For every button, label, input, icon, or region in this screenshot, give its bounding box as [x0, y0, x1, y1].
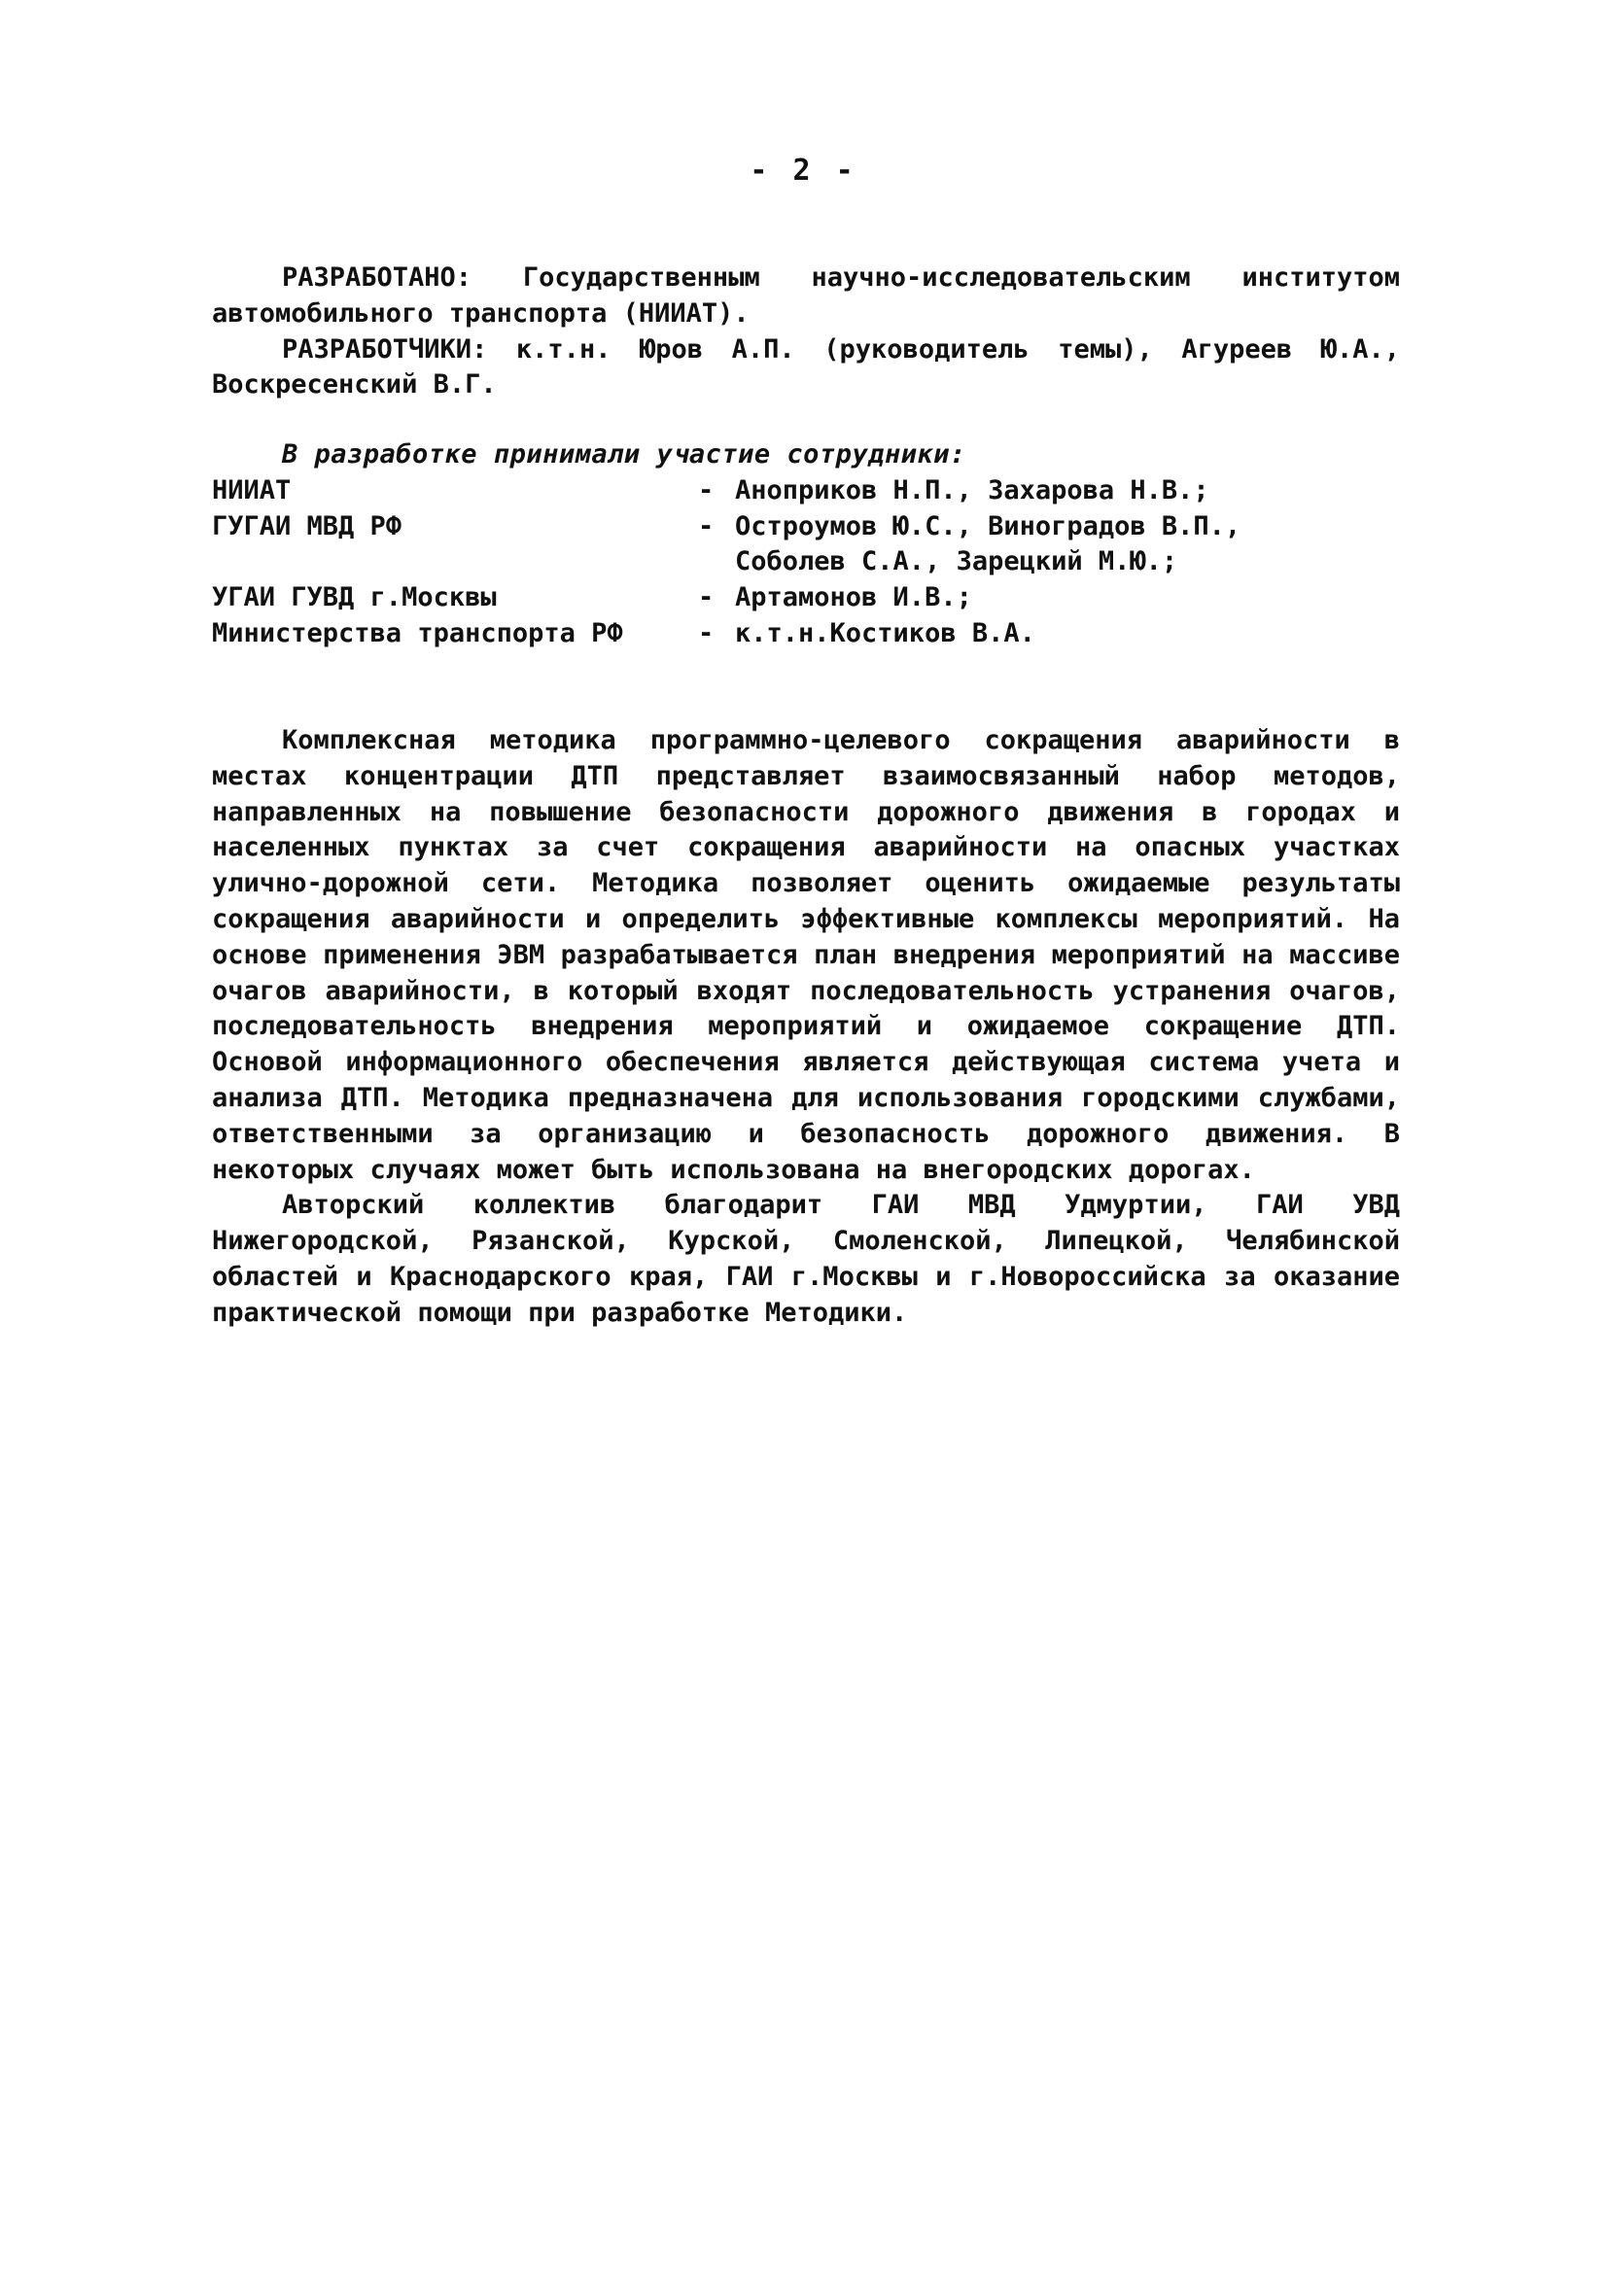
acknowledgement-paragraph: Авторский коллектив благодарит ГАИ МВД Удмуртии, ГАИ УВД Нижегородской, Рязанской, Курской, Смоленской, Липецкой, Челябинской областей и Краснодарского края, ГАИ г.Москвы и г.Новороссийска за оказание практической помощи при разработке Методики. [212, 1190, 1400, 1328]
participant-names: Аноприков Н.П., Захарова Н.В.; [735, 474, 1209, 505]
participant-names: Соболев С.А., Зарецкий М.Ю.; [735, 546, 1178, 577]
participant-org: ГУГАИ МВД РФ [212, 510, 402, 541]
abstract-section [212, 723, 1400, 1332]
participant-dash: - [698, 474, 715, 505]
participant-dash: - [698, 510, 715, 541]
participant-org: УГАИ ГУВД г.Москвы [212, 582, 497, 613]
participant-row [212, 580, 1400, 616]
participant-row [212, 509, 1400, 545]
participant-org [212, 544, 698, 580]
participant-org: Министерства транспорта РФ [212, 617, 623, 648]
developers-paragraph: РАЗРАБОТЧИКИ: к.т.н. Юров А.П. (руководитель темы), Агуреев Ю.А., Воскресенский В.Г. [212, 333, 1400, 400]
participants-intro: В разработке принимали участие сотрудники: [282, 439, 966, 470]
participant-names: Артамонов И.В.; [735, 582, 972, 613]
participant-row [212, 616, 1400, 652]
participant-row [212, 473, 1400, 509]
developed-by-paragraph: РАЗРАБОТАНО: Государственным научно-исследовательским институтом автомобильного транспорта (НИИАТ). [212, 262, 1400, 329]
participant-names: к.т.н.Костиков В.А. [735, 617, 1035, 648]
participant-dash: - [698, 617, 715, 648]
participant-dash [698, 544, 735, 580]
page-number: - 2 - [750, 154, 857, 188]
participant-row [212, 544, 1400, 580]
participants-section [212, 437, 1400, 652]
abstract-paragraph: Комплексная методика программно-целевого сокращения аварийности в местах концентрации ДТП представляет взаимосвязанный набор методов, направленных на повышение безопасности дорожного движения в городах и населенных пунктах за счет сокращения аварийности на опасных участках улично-дорожной сети. Методика позволяет оценить ожидаемые результаты сокращения аварийности и определить эффективные комплексы мероприятий. На основе применения ЭВМ разрабатывается план внедрения мероприятий на массиве очагов аварийности, в который входят последовательность устранения очагов, последовательность внедрения мероприятий и ожидаемое сокращение ДТП. Основой информационного обеспечения является действующая система учета и анализа ДТП. Методика предназначена для использования городскими службами, ответственными за организацию и безопасность дорожного движения. В некоторых случаях может быть использована на внегородских дорогах. [212, 725, 1400, 1185]
participant-dash: - [698, 582, 715, 613]
credits-section [212, 261, 1400, 403]
participant-names: Остроумов Ю.С., Виноградов В.П., [735, 510, 1241, 541]
participant-org: НИИАТ [212, 474, 292, 505]
